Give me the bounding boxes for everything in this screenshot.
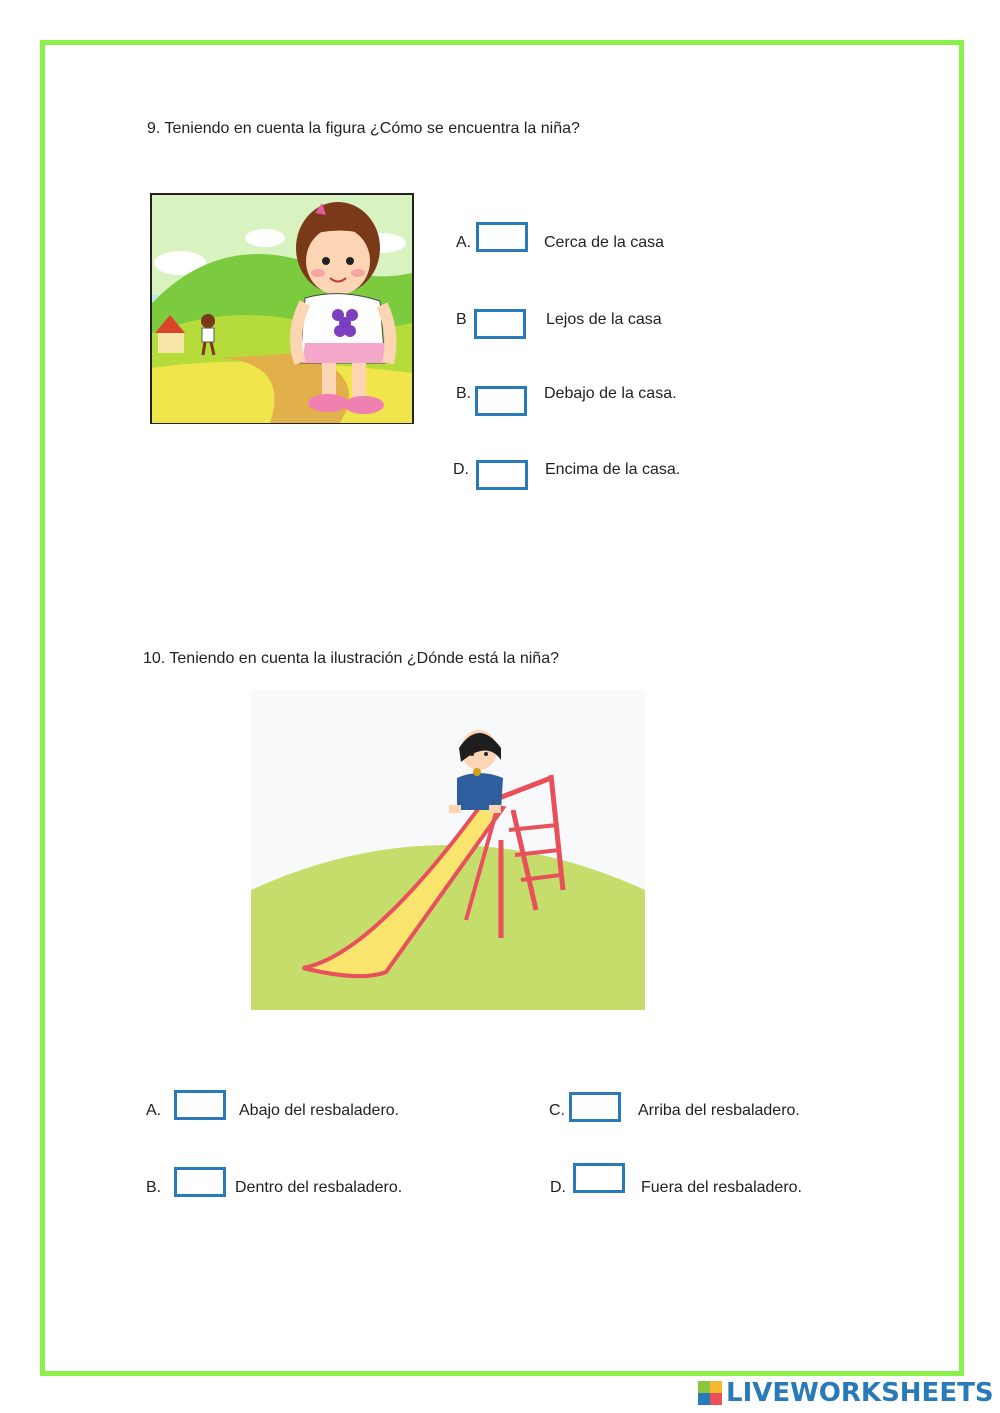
q9-option-c-letter: B. (456, 385, 472, 402)
q10-option-d-checkbox[interactable] (573, 1163, 625, 1193)
q9-option-b-letter: B (456, 311, 467, 328)
q9-option-d-checkbox[interactable] (476, 460, 528, 490)
q9-option-d-letter: D. (453, 461, 469, 478)
q10-option-d-text: Fuera del resbaladero. (641, 1179, 802, 1196)
q10-option-b-letter: B. (146, 1179, 162, 1196)
liveworksheets-logo[interactable] (698, 1378, 994, 1408)
q9-option-c-checkbox[interactable] (475, 386, 527, 416)
q9-option-a-letter: A. (456, 234, 472, 251)
q9-option-a-text: Cerca de la casa (544, 234, 665, 251)
q10-option-c-letter: C. (549, 1102, 565, 1119)
q10-option-b-checkbox[interactable] (174, 1167, 226, 1197)
question-9-title: 9. Teniendo en cuenta la figura ¿Cómo se encuentra la niña? (147, 120, 580, 137)
q10-option-b-text: Dentro del resbaladero. (235, 1179, 403, 1196)
girl-on-slide-illustration (251, 690, 645, 1010)
girl-near-house-illustration (150, 193, 414, 424)
q9-option-b-text: Lejos de la casa (546, 311, 662, 328)
q9-option-b-checkbox[interactable] (474, 309, 526, 339)
q10-option-a-checkbox[interactable] (174, 1090, 226, 1120)
liveworksheets-logo-icon (698, 1381, 722, 1405)
q10-option-c-checkbox[interactable] (569, 1092, 621, 1122)
q10-option-c-text: Arriba del resbaladero. (638, 1102, 800, 1119)
q9-option-a-checkbox[interactable] (476, 222, 528, 252)
q9-option-d-text: Encima de la casa. (545, 461, 681, 478)
q10-option-a-letter: A. (146, 1102, 162, 1119)
q10-option-a-text: Abajo del resbaladero. (239, 1102, 400, 1119)
question-10-title: 10. Teniendo en cuenta la ilustración ¿Dónde está la niña? (143, 650, 559, 667)
brand-name: LIVEWORKSHEETS (726, 1378, 994, 1408)
q9-option-c-text: Debajo de la casa. (544, 385, 677, 402)
q10-option-d-letter: D. (550, 1179, 566, 1196)
